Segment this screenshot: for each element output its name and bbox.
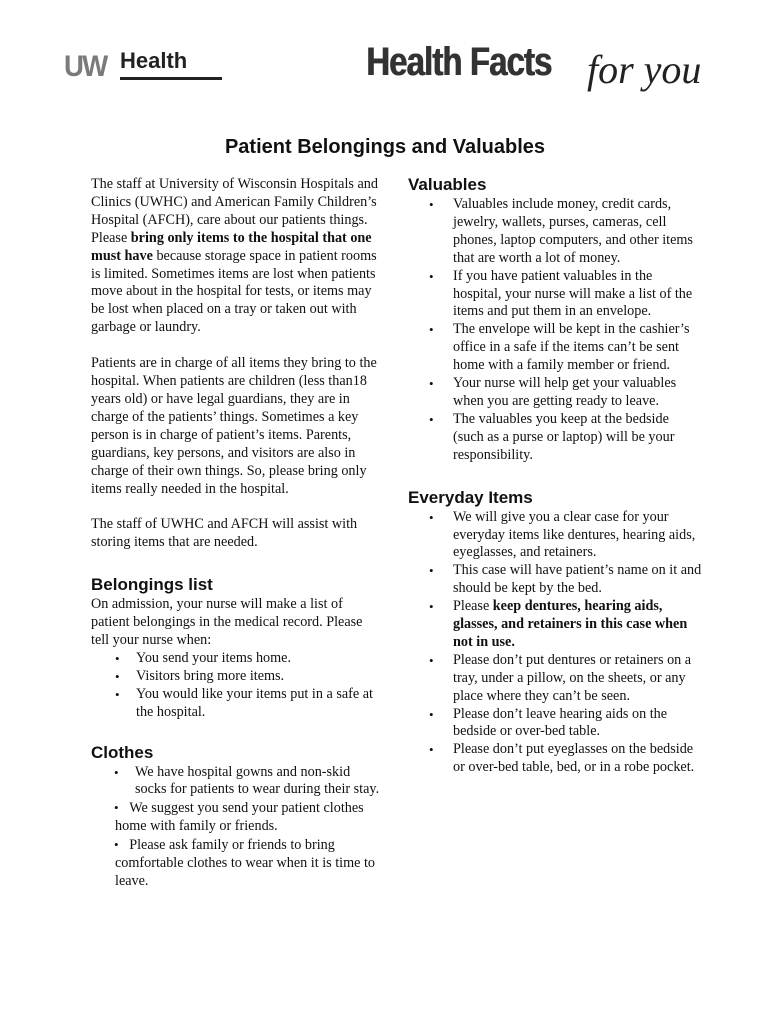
- list-item: [408, 268, 703, 322]
- belongings-heading: Belongings list: [91, 575, 213, 595]
- belongings-list: [91, 650, 381, 722]
- intro-bold-text: bring only items to the hospital that one must have: [91, 229, 372, 264]
- list-item-text: Please don’t put eyeglasses on the bedside or over-bed table, bed, or in a robe pocket.: [453, 741, 695, 776]
- list-item: [91, 668, 381, 686]
- intro-paragraph: [91, 176, 381, 337]
- list-item: [408, 598, 703, 652]
- bullet-icon: •: [115, 686, 120, 702]
- bullet-icon: •: [429, 563, 434, 579]
- health-facts-title: Health Facts: [366, 40, 552, 84]
- intro-text-b: because storage space in patient rooms is limited. Sometimes items are lost when patients move about in the hospital for tests, or items may be lost when placed on a tray or taken out with garbage or laundry.: [91, 247, 377, 336]
- list-item-text: Valuables include money, credit cards, jewelry, wallets, purses, cameras, cell phones, laptop computers, and other items that are worth a lot of money.: [453, 196, 693, 266]
- list-item-text: Please don’t put dentures or retainers on a tray, under a pillow, on the sheets, or any place where they can’t be seen.: [453, 651, 692, 704]
- bullet-icon: •: [429, 509, 434, 525]
- bullet-icon: •: [429, 376, 434, 392]
- bullet-icon: •: [429, 268, 434, 284]
- list-item: [408, 411, 703, 465]
- list-item-text: This case will have patient’s name on it and should be kept by the bed.: [453, 562, 702, 597]
- list-item-text: The valuables you keep at the bedside (such as a purse or laptop) will be your responsibility.: [453, 410, 675, 463]
- list-item: [91, 686, 381, 722]
- logo-underline: [120, 77, 222, 80]
- list-item-text: Visitors bring more items.: [136, 667, 285, 684]
- list-item: [91, 650, 381, 668]
- list-item-text: Please don’t leave hearing aids on the bedside or over-bed table.: [453, 705, 668, 740]
- uw-health-logo: [64, 46, 220, 86]
- logo-uw-text: UW: [64, 50, 107, 83]
- list-item: [408, 706, 703, 742]
- bullet-icon: •: [114, 800, 119, 816]
- intro-text-a: The staff at University of Wisconsin Hospitals and Clinics (UWHC) and American Family Children’s Hospital (AFCH), care about our patients things. Please: [91, 176, 378, 246]
- belongings-intro: On admission, your nurse will make a list of patient belongings in the medical record. Please tell your nurse when:: [91, 596, 363, 649]
- list-item: [408, 321, 703, 375]
- for-you-text: for you: [587, 47, 702, 92]
- list-item-text: Your nurse will help get your valuables when you are getting ready to leave.: [453, 375, 677, 409]
- bullet-icon: •: [114, 837, 119, 853]
- logo-health-text: Health: [120, 48, 188, 73]
- bullet-icon: •: [429, 411, 434, 427]
- list-item-text: You send your items home.: [136, 649, 292, 666]
- list-item: [408, 196, 703, 268]
- responsibility-paragraph: Patients are in charge of all items they bring to the hospital. When patients are children (less than18 years old) or have legal guardians, they are in charge of the patients’ things. Sometimes a key person is in charge of patient’s items. Parents, guardians, key persons, and visitors are also in charge of their own things. So, please bring only items really needed in the hospital.: [91, 355, 377, 497]
- bullet-icon: •: [429, 197, 434, 212]
- list-item-text: You would like your items put in a safe at the hospital.: [136, 685, 373, 720]
- list-item: [91, 836, 381, 891]
- valuables-heading: Valuables: [408, 175, 487, 194]
- list-item-text: If you have patient valuables in the hospital, your nurse will make a list of the items and put them in an envelope.: [453, 267, 693, 320]
- list-item: [408, 375, 703, 411]
- clothes-heading: Clothes: [91, 742, 154, 762]
- health-facts-banner: [366, 40, 711, 96]
- valuables-list: [408, 196, 703, 465]
- list-item: [408, 741, 703, 777]
- bullet-icon: •: [429, 599, 434, 615]
- bullet-icon: •: [429, 652, 434, 668]
- bullet-icon: •: [429, 742, 434, 758]
- right-column: [408, 174, 703, 777]
- page-title: Patient Belongings and Valuables: [224, 136, 546, 158]
- bullet-icon: •: [115, 650, 120, 666]
- list-item: [91, 764, 381, 800]
- list-item-text: We have hospital gowns and non-skid socks for patients to wear during their stay.: [135, 763, 380, 798]
- bullet-icon: •: [114, 764, 119, 780]
- list-item: [408, 652, 703, 706]
- list-item-text: Please: [453, 598, 493, 615]
- storage-paragraph: The staff of UWHC and AFCH will assist with storing items that are needed.: [91, 516, 358, 551]
- list-item: [91, 799, 381, 836]
- bullet-icon: •: [115, 668, 120, 684]
- everyday-items-heading: Everyday Items: [408, 487, 533, 507]
- list-item: [408, 562, 703, 598]
- list-item-bold-text: keep dentures, hearing aids, glasses, and retainers in this case when not in use.: [453, 598, 688, 650]
- list-item-text: We will give you a clear case for your everyday items like dentures, hearing aids, eyeglasses, and retainers.: [453, 508, 696, 561]
- bullet-icon: •: [429, 322, 434, 338]
- list-item-text: The envelope will be kept in the cashier’s office in a safe if the items can’t be sent home with a family member or friend.: [453, 321, 690, 374]
- list-item-text: We suggest you send your patient clothes home with family or friends.: [115, 800, 364, 835]
- list-item: [408, 509, 703, 563]
- left-column: [91, 176, 381, 891]
- everyday-items-list: [408, 509, 703, 778]
- bullet-icon: •: [429, 706, 434, 722]
- list-item-text: Please ask family or friends to bring comfortable clothes to wear when it is time to leave.: [115, 837, 376, 889]
